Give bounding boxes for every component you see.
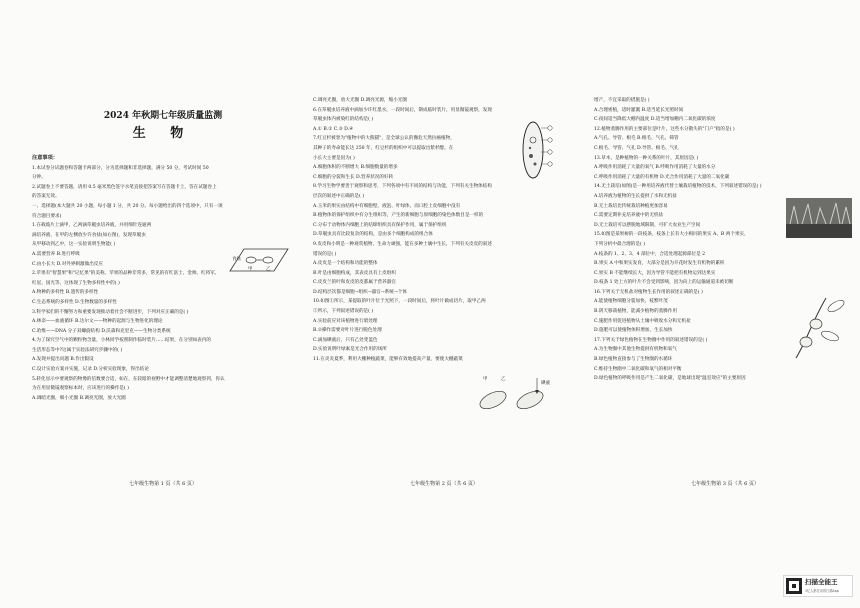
watermark-sub: 3亿人都在用的扫描App [805,589,839,593]
text-line: C.施肥作用促进植物从土壤中吸收水分和无机盐 [594,318,691,324]
text-line: A.玉米的果实由结构中有细胞壁、液泡、叶绿体，而口腔上皮细胞中没有 [313,203,461,209]
text-line: 从甲移动到乙中，这一实验说明生物能( ) [32,242,116,248]
text-line: A.能使植物细胞分裂加快，枝繁叶茂 [594,299,668,305]
page-footer-3: 七年级生物第 3 页（共 6 页） [691,481,759,487]
text-line: 的答案无效。 [32,194,60,200]
jia-label: 甲 [248,267,253,272]
text-line: 一、选择题(本大题共 20 小题，每小题 1 分，共 20 分。每小题给出的四个选项中，只有一项 [32,203,223,209]
text-line: 2.苹果有"智慧果"和"记忆果"的美称，苹果的品种非常多，常见的有红富士、金帅、红将军、 [32,271,220,277]
scanner-watermark [783,575,853,597]
jia-label-2: 甲 [483,377,488,382]
text-line: 15.如图是某果树的一段枝条，枝条上长有大小相同的果实 A、B 两个果实， [594,232,749,238]
text-line: 滴培养液，在甲的左侧放少许食盐(如右图)，发现草履虫 [32,232,146,238]
text-line: C.果实 B 不能继续长大，因为导管不能把有机物运到达果实 [594,270,716,276]
exam-title: 2024 年秋期七年级质量监测 [103,111,223,121]
text-line: C.细胞的分裂和生长 D.营养状况的好转 [313,174,394,180]
text-line: 14.无土栽培(如图)是一种用培养液代替土壤栽培植物的技术，下列叙述错误的是( ) [594,184,762,190]
text-line: A.实验前应对该植物进行暗处理 [313,318,378,324]
text-line: B.无土栽培比传统栽培种植更加容易 [594,203,668,209]
text-line: D.枝条 1 处上方的叶片不会受到影响，因为向上的运输通道未被切断 [594,280,734,286]
text-line: 2.试题卷上不要答题，请用 0.5 毫米黑色签字水笔直接把答案写在答题卡上，答在试题卷上 [32,184,217,190]
text-line: 生活形态等中?这属于实验法研究步骤中的( ) [32,347,123,353]
text-line: A.① B.② C.③ D.④ [313,126,354,132]
yi-label: 乙 [266,267,271,272]
notes-body [32,164,294,202]
leaf-experiment-figure [475,374,560,414]
column-1-text [32,202,294,403]
text-line: 12.植物蒸腾作用的主要部位是叶片，这些水分散失的"门户"指的是( ) [594,126,735,132]
text-line: A.培养液为植物的生长提供了水和无机盐 [594,193,677,199]
text-line: A.皮皮是一个结构和功能的整体 [313,261,378,267]
text-line: 6.在草履虫培养液中滴加少许红墨水，一段时间后，制成临时装片，用显微镜观察，发现 [313,107,492,113]
text-line: B.果实 A 中和果实发育，大部分是因为开花时发生有机物的累积 [594,261,725,267]
text-line: C.哈维——DNA 分子双螺旋结构 D.沃森和克里克——生物分类系统 [32,328,171,334]
text-line: D.实验说明叶绿素是光合作用的场所 [313,347,387,353]
text-line: A.呼吸作用消耗了大量的氧气 B.呼吸作用消耗了大量的水分 [594,165,716,171]
text-line: C.滴加碘液后，只有乙处变蓝色 [313,337,378,343]
text-line: A.为生物圈中其他生物提供有机物和氧气 [594,347,677,353]
text-line: C.皮皮兰的叶和皮皮的皮都属于营养器官 [313,280,396,286]
text-line: B.绿色植物直接参与了生物圈的水循环 [594,357,673,363]
text-line: 下列分析中最合理的是( ) [594,241,645,247]
fruit-branch-figure [786,292,852,362]
text-line: 草履虫体内被染红的结构是( ) [313,117,374,123]
text-line: A.发现并提出问题 B.作出假设 [32,357,94,363]
text-line: B.②操作需要对叶片进行脱色处理 [313,328,382,334]
text-line: 分钟。 [32,175,46,181]
watermark-label: 扫描全能王 [805,578,838,586]
iodine-label: 碘液 [541,381,550,386]
text-line: B.阴天移栽植物，能减少植物的蒸腾作用 [594,309,677,315]
text-line: D.草履虫具有比较复杂的结构，是由多个细胞构成的组合体 [313,232,433,238]
text-line: 8.学习生物学要善于观察和思考，下列各项中有不同的结构与功能，下列有关生物体结构 [313,184,492,190]
text-line: 符合题目要求) [32,213,62,219]
text-line: 16.下列关于无机盐对植物生长作用的叙述正确的是( ) [594,289,703,295]
text-line: 红星、国光等，这体现了生物多样性中的( ) [32,280,120,286]
page-footer-2: 七年级生物第 2 页（共 6 页） [410,481,478,487]
text-line: A.合理密植，适时灌溉 B.适当延长光照时间 [594,107,684,113]
text-line: 4.为了探究空气中的颗粒物含量，小林同学按照制作临时装片……结果，在分别如表内的 [32,338,211,344]
text-line: A.枝条的 1、2、3、4 部位中，合适处理起源部位是 2 [594,251,706,257]
yi-label-2: 乙 [501,377,506,382]
text-line: 11.在炎炎夏季，利用大棚种植蔬菜，能够有效地提高产量，要使大棚蔬菜 [313,357,463,363]
notes-title: 注意事项： [32,155,58,161]
text-line: 10.如图①所示，某提取的叶片位于光照下，一段时间后，将叶片做成切片，取甲乙两 [313,299,486,305]
text-line: C.分布于动物体内细胞上的结缔组织具有保护作用，属于保护组织 [313,222,447,228]
text-line: A.物种的多样性 B.遗传的多样性 [32,290,99,296]
text-line: 错误的是( ) [313,251,337,257]
text-line: 其种子的寿命能长达 250 年，红豆杉的组织中可以提取出紫杉醇。在 [313,145,454,151]
text-line: 增产，不宜采取的措施是( ) [594,98,650,103]
text-line: 17.下列关于绿色植物在生物圈中作用的叙述错误的是( ) [594,337,708,343]
text-line: D.无土栽培可以摆脱地域限制，可扩大农业生产空间 [594,222,701,228]
text-line: 层次的叙述中正确的是( ) [313,193,364,199]
text-line: A.林奈——血液循环 B.达尔文——物种的起源与生物进化的理论 [32,319,163,325]
page-footer-1: 七年级生物第 1 页（共 6 页） [129,481,197,487]
text-line: C.夜间适当降低大棚内温度 D.适当增加棚内二氧化碳的浓度 [594,117,716,123]
text-line: 小长大主要是因为( ) [313,155,355,161]
text-line: C.维持生物圈中二氧化碳和氧气的相对平衡 [594,366,682,372]
text-line: 为在用显微镜观察标本时，应该进行的操作是( ) [32,386,129,392]
text-line: ②所示，下列叙述错误的是( ) [313,309,374,315]
text-line: C.设计实验方案并实施，记录 D.分析实验现象，得出结论 [32,367,149,373]
text-line: C.根毛、导管、气孔 D.导管、根毛、气孔 [594,145,679,151]
text-line: C.生态系统的多样性 D.生物数量的多样性 [32,299,117,305]
hydroponics-photo [786,198,852,238]
text-line: 13.草木，是种植物的一种关系的叶片，其原因是( ) [594,155,699,161]
text-line: 3.科学家们的不懈努力和重要发现推动着社会不断进步，下列对应正确的是( ) [32,309,189,315]
text-line: D.绿色植物的呼吸作用是产生二氧化碳，是地球出现"温室效应"的主要原因 [594,376,746,382]
exam-subject: 生 物 [132,126,194,141]
text-line: 5.转化显示中要观察的物像的倍数要合适，如在，在较暗的视野中才能调整清楚地观察到，你认 [32,376,225,382]
text-line: C.需要定期补充培养液中的无机盐 [594,213,664,219]
text-line: A.需要营养 B.进行呼吸 [32,251,80,257]
salt-label: 食盐 [232,257,241,262]
text-line: C.调亮光圈，放大光圈 D.调亮光源，缩小光圈 [313,98,407,103]
text-line: D.结构层次都是细胞→组织→器官→系统→个体 [313,289,407,295]
text-line: 1.在载玻片上滴甲、乙两滴草履虫培养液，并用细针连通两 [32,223,152,229]
text-line: 7.红豆杉被誉为"植物中的大熊猫"，是全球公认的濒危天然抗癌植物， [313,136,455,142]
text-line: A.调暗光圈，细小光圈 B.调亮光圈，放大光圈 [32,395,126,401]
text-line: C.呼吸作用消耗了大量的有机物 D.光合作用消耗了大量的二氧化碳 [594,174,730,180]
text-line: 9.皮皮和小明是一种观赏植物，生命力顽强，能在多种土壤中生长，下列有关皮皮的叙述 [313,241,492,247]
text-line: A.细胞体积的不断增大 B.细胞数量的增多 [313,165,398,171]
text-line: 1.本试卷分试题卷和答题卡两部分，分为选择题和非选择题，满分 50 分，考试时间 50 [32,165,209,171]
paramecium-figure [515,118,555,182]
qr-code-icon [786,578,802,594]
slide-figure [222,245,292,275]
text-line: D.施肥可以使植物体积增加，生长加快 [594,328,673,334]
text-line: A.气孔、导管、根毛 B.根毛、气孔、筛管 [594,136,679,142]
text-line: B.植物体的保护组织中有分生组织等，产生的新细胞与原细胞的染色体数目是一样的 [313,213,484,219]
text-line: C.由小长大 D.对外界刺激做出反应 [32,261,103,267]
text-line: B.叶是由细胞构成，其表皮具有上皮组织 [313,270,396,276]
